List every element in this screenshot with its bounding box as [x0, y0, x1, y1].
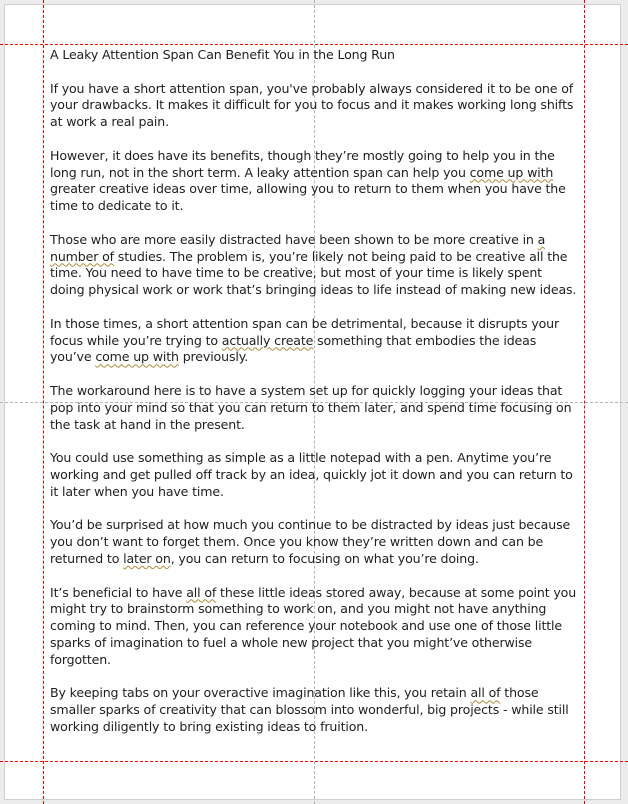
grammar-suggestion[interactable]: all of — [470, 685, 501, 701]
paragraph-1 — [50, 81, 578, 131]
paragraph-text: If you have a short attention span, you've probably always considered it to be one of your drawbacks. It makes it difficult for you to focus and it makes working long shifts at work a real pain. — [50, 80, 574, 130]
paragraph-text: In those times, a short attention span can be detrimental, because it disrupts your focus while you’re trying to — [50, 315, 560, 348]
paragraph-text: previously. — [178, 349, 249, 365]
paragraph-text: those smaller sparks of creativity that can blossom into wonderful, big projects - while still working diligently to bring existing ideas to fruition. — [50, 685, 569, 734]
paragraph-text: The workaround here is to have a system set up for quickly logging your ideas that pop into your mind so that you can return to them later, and spend time focusing on the task at hand in the present. — [50, 382, 572, 432]
paragraph-text: studies. The problem is, you’re likely not being paid to be creative all the time. You need to have time to be creative, but most of your time is likely spent doing physical work or work that’s bringing ideas to life instead of making new ideas. — [50, 248, 577, 298]
paragraph-text: these little ideas stored away, because at some point you might try to brainstorm something to work on, and you might not have anything coming to mind. Then, you can reference your notebook and use one of those little sparks of imagination to fuel a whole new project that you might’ve otherwise forgotten. — [50, 584, 577, 667]
paragraph-text: It’s beneficial to have — [50, 584, 187, 600]
paragraph-text: You could use something as simple as a little notepad with a pen. Anytime you’re working and get pulled off track by an idea, quickly jot it down and you can return to it later when you have time. — [50, 450, 573, 499]
paragraph-text: You’d be surprised at how much you continue to be distracted by ideas just because you don’t want to forget them. Once you know they’re written down and can be returned to — [50, 517, 571, 566]
document-title: A Leaky Attention Span Can Benefit You in the Long Run — [50, 47, 395, 62]
paragraph-text: , you can return to focusing on what you’re doing. — [170, 550, 479, 566]
grammar-suggestion[interactable]: actually create — [221, 332, 314, 348]
paragraph-text: greater creative ideas over time, allowing you to return to them when you have the time to dedicate to it. — [50, 181, 566, 214]
paragraph-4 — [50, 316, 578, 366]
paragraph-2 — [50, 148, 578, 215]
paragraph-5 — [50, 383, 578, 433]
paragraph-9 — [50, 685, 578, 735]
paragraph-8 — [50, 585, 578, 669]
grammar-suggestion[interactable]: a number of — [50, 231, 546, 264]
paragraph-text: However, it does have its benefits, though they’re mostly going to help you in the long run, not in the short term. A leaky attention span can help you — [50, 147, 555, 180]
paragraph-text: something that embodies the ideas you’ve — [50, 332, 537, 365]
grammar-suggestion[interactable]: come up with — [469, 164, 554, 180]
paragraph-7 — [50, 517, 578, 567]
grammar-suggestion[interactable]: all of — [186, 584, 217, 600]
document-body[interactable] — [50, 47, 578, 752]
grammar-suggestion[interactable]: later on — [123, 550, 171, 566]
paragraph-3 — [50, 232, 578, 299]
paragraph-text: By keeping tabs on your overactive imagination like this, you retain — [50, 685, 471, 701]
grammar-suggestion[interactable]: come up with — [95, 349, 179, 365]
paragraph-text: Those who are more easily distracted have been shown to be more creative in — [50, 231, 538, 247]
paragraph-6 — [50, 450, 578, 500]
